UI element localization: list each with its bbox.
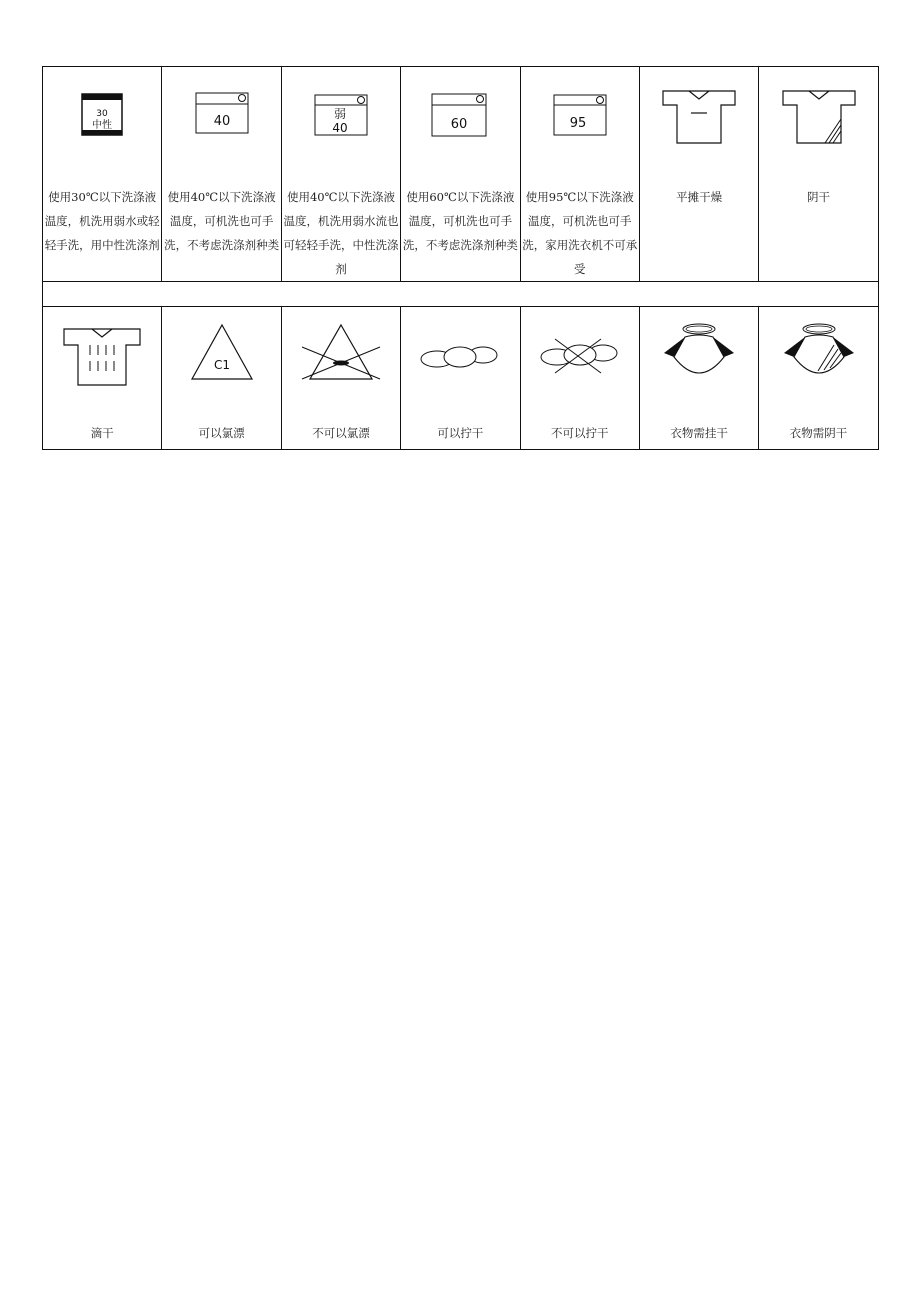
triangle-text: C1 — [213, 358, 230, 372]
tub-number: 40 — [332, 121, 348, 135]
dry-desc: 阴干 — [807, 190, 831, 204]
wash-desc: 使用40℃以下洗涤液温度，机洗用弱水流也可轻轻手洗，中性洗涤剂 — [283, 190, 399, 276]
tub-number: 40 — [213, 114, 230, 129]
shirt-flat-dry-icon — [659, 67, 739, 147]
wash-tub-30-neutral-icon — [72, 67, 132, 147]
symbol-label: 衣物需挂干 — [670, 426, 728, 440]
cell-wash-40-gentle — [281, 67, 400, 282]
shirt-drip-dry-icon — [62, 307, 142, 397]
wash-row — [43, 67, 879, 282]
bleach-dry-row — [43, 307, 879, 450]
tub-text: 弱 — [333, 107, 346, 121]
cell-hang-dry — [639, 307, 758, 450]
symbol-label: 不可以拧干 — [551, 426, 609, 440]
tub-number: 30 — [96, 109, 108, 119]
wash-desc: 使用30℃以下洗涤液温度，机洗用弱水或轻轻手洗，用中性洗涤剂 — [44, 190, 160, 252]
wash-tub-40-gentle-icon — [311, 67, 371, 147]
wash-desc: 使用40℃以下洗涤液温度，可机洗也可手洗，不考虑洗涤剂种类 — [164, 190, 280, 252]
cell-no-bleach — [281, 307, 400, 450]
cell-drip-dry — [43, 307, 162, 450]
symbol-label: 滴干 — [90, 426, 114, 440]
cell-flat-dry — [639, 67, 758, 282]
cell-shade-dry — [759, 67, 878, 282]
hang-dry-icon — [654, 307, 744, 397]
hang-shade-dry-icon — [774, 307, 864, 397]
wring-icon — [415, 307, 505, 397]
separator-row — [43, 282, 879, 307]
cell-bleach — [162, 307, 281, 450]
cell-no-wring — [520, 307, 639, 450]
tub-text: 中性 — [92, 120, 113, 131]
triangle-bleach-icon — [182, 307, 262, 397]
wash-desc: 使用95℃以下洗涤液温度，可机洗也可手洗，家用洗衣机不可承受 — [522, 190, 638, 276]
cell-hang-shade-dry — [759, 307, 878, 450]
cell-wash-60 — [401, 67, 520, 282]
symbol-label: 衣物需阴干 — [789, 426, 848, 440]
symbol-label: 可以氯漂 — [198, 426, 245, 440]
empty-merged-cell — [43, 282, 879, 307]
tub-number: 60 — [451, 117, 468, 132]
wash-tub-95-icon — [550, 67, 610, 147]
wash-tub-60-icon — [430, 67, 490, 147]
dry-desc: 平摊干燥 — [676, 190, 723, 204]
wash-desc: 使用60℃以下洗涤液温度，可机洗也可手洗，不考虑洗涤剂种类 — [402, 190, 518, 252]
cell-wring — [401, 307, 520, 450]
wash-tub-40-icon — [192, 67, 252, 147]
symbol-label: 可以拧干 — [437, 426, 484, 440]
no-wring-icon — [535, 307, 625, 397]
tub-number: 95 — [569, 116, 587, 131]
cell-wash-40 — [162, 67, 281, 282]
shirt-shade-dry-icon — [779, 67, 859, 147]
cell-wash-30 — [43, 67, 162, 282]
care-symbols-table — [42, 66, 879, 450]
cell-wash-95 — [520, 67, 639, 282]
symbol-label: 不可以氯漂 — [312, 426, 370, 440]
triangle-no-bleach-icon — [296, 307, 386, 397]
